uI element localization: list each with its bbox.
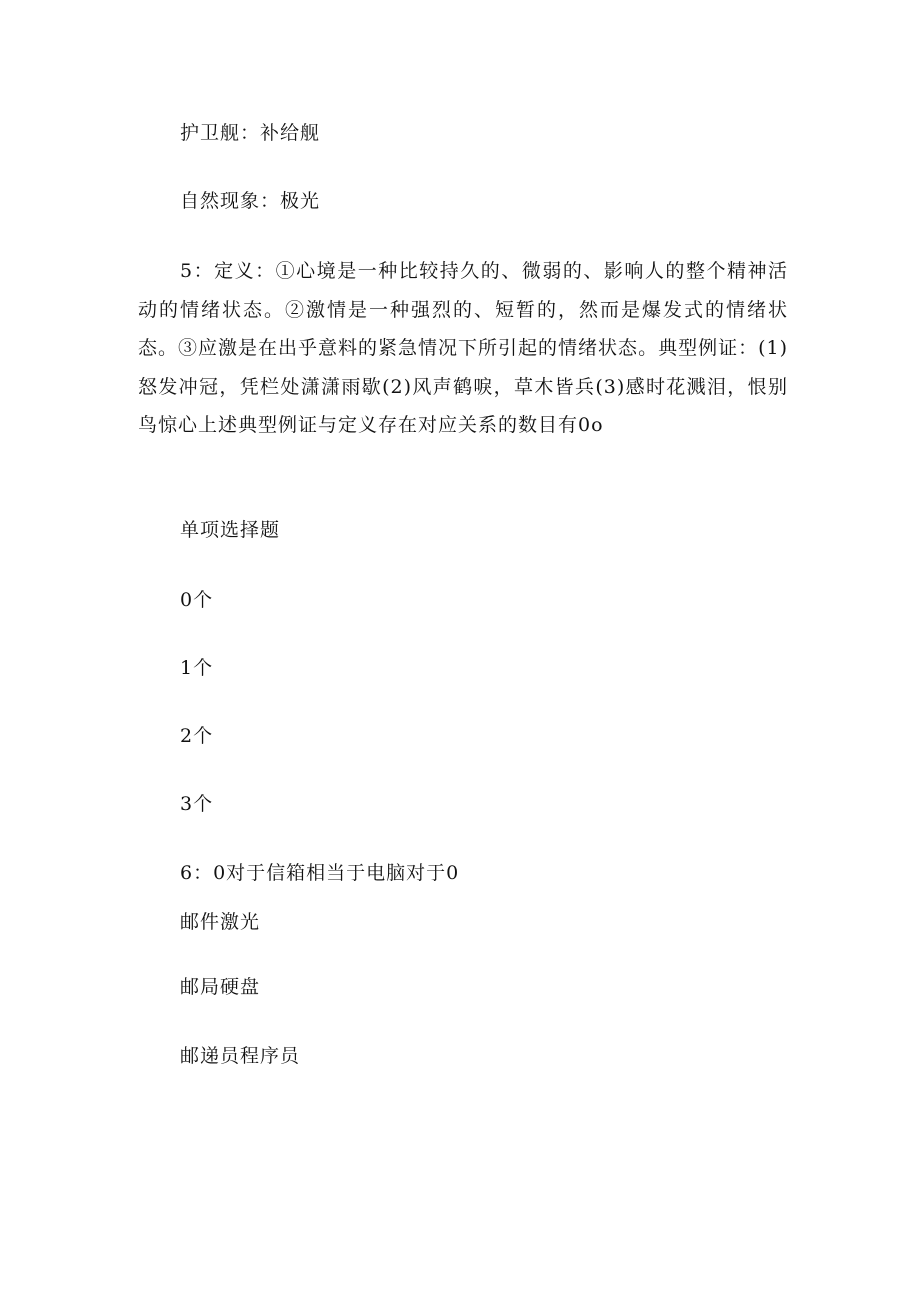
question-5-option-d: 3个 (180, 793, 214, 815)
question-5-option-a: 0个 (180, 589, 214, 611)
question-5-option-b: 1个 (180, 657, 214, 679)
question-5-type: 单项选择题 (180, 519, 281, 541)
text-line-natural-aurora: 自然现象：极光 (180, 190, 321, 212)
question-5-option-c: 2个 (180, 725, 214, 747)
question-6-option-b: 邮局硬盘 (180, 976, 261, 998)
question-6-option-c: 邮递员程序员 (180, 1045, 301, 1067)
question-5-text: 5：定义：①心境是一种比较持久的、微弱的、影响人的整个精神活动的情绪状态。②激情是一种强烈的、短暂的，然而是爆发式的情绪状态。③应激是在出乎意料的紧急情况下所引起的情绪状态。典型例证：(1)怒发冲冠，凭栏处潇潇雨歇(2)风声鹤唳，草木皆兵(3)感时花溅泪，恨别鸟惊心上述典型例证与定义存在对应关系的数目有0o (138, 260, 788, 436)
question-6-text: 6：0对于信箱相当于电脑对于0 (180, 862, 460, 884)
question-6-option-a: 邮件激光 (180, 911, 261, 933)
text-line-escort-supply: 护卫舰：补给舰 (180, 122, 321, 144)
